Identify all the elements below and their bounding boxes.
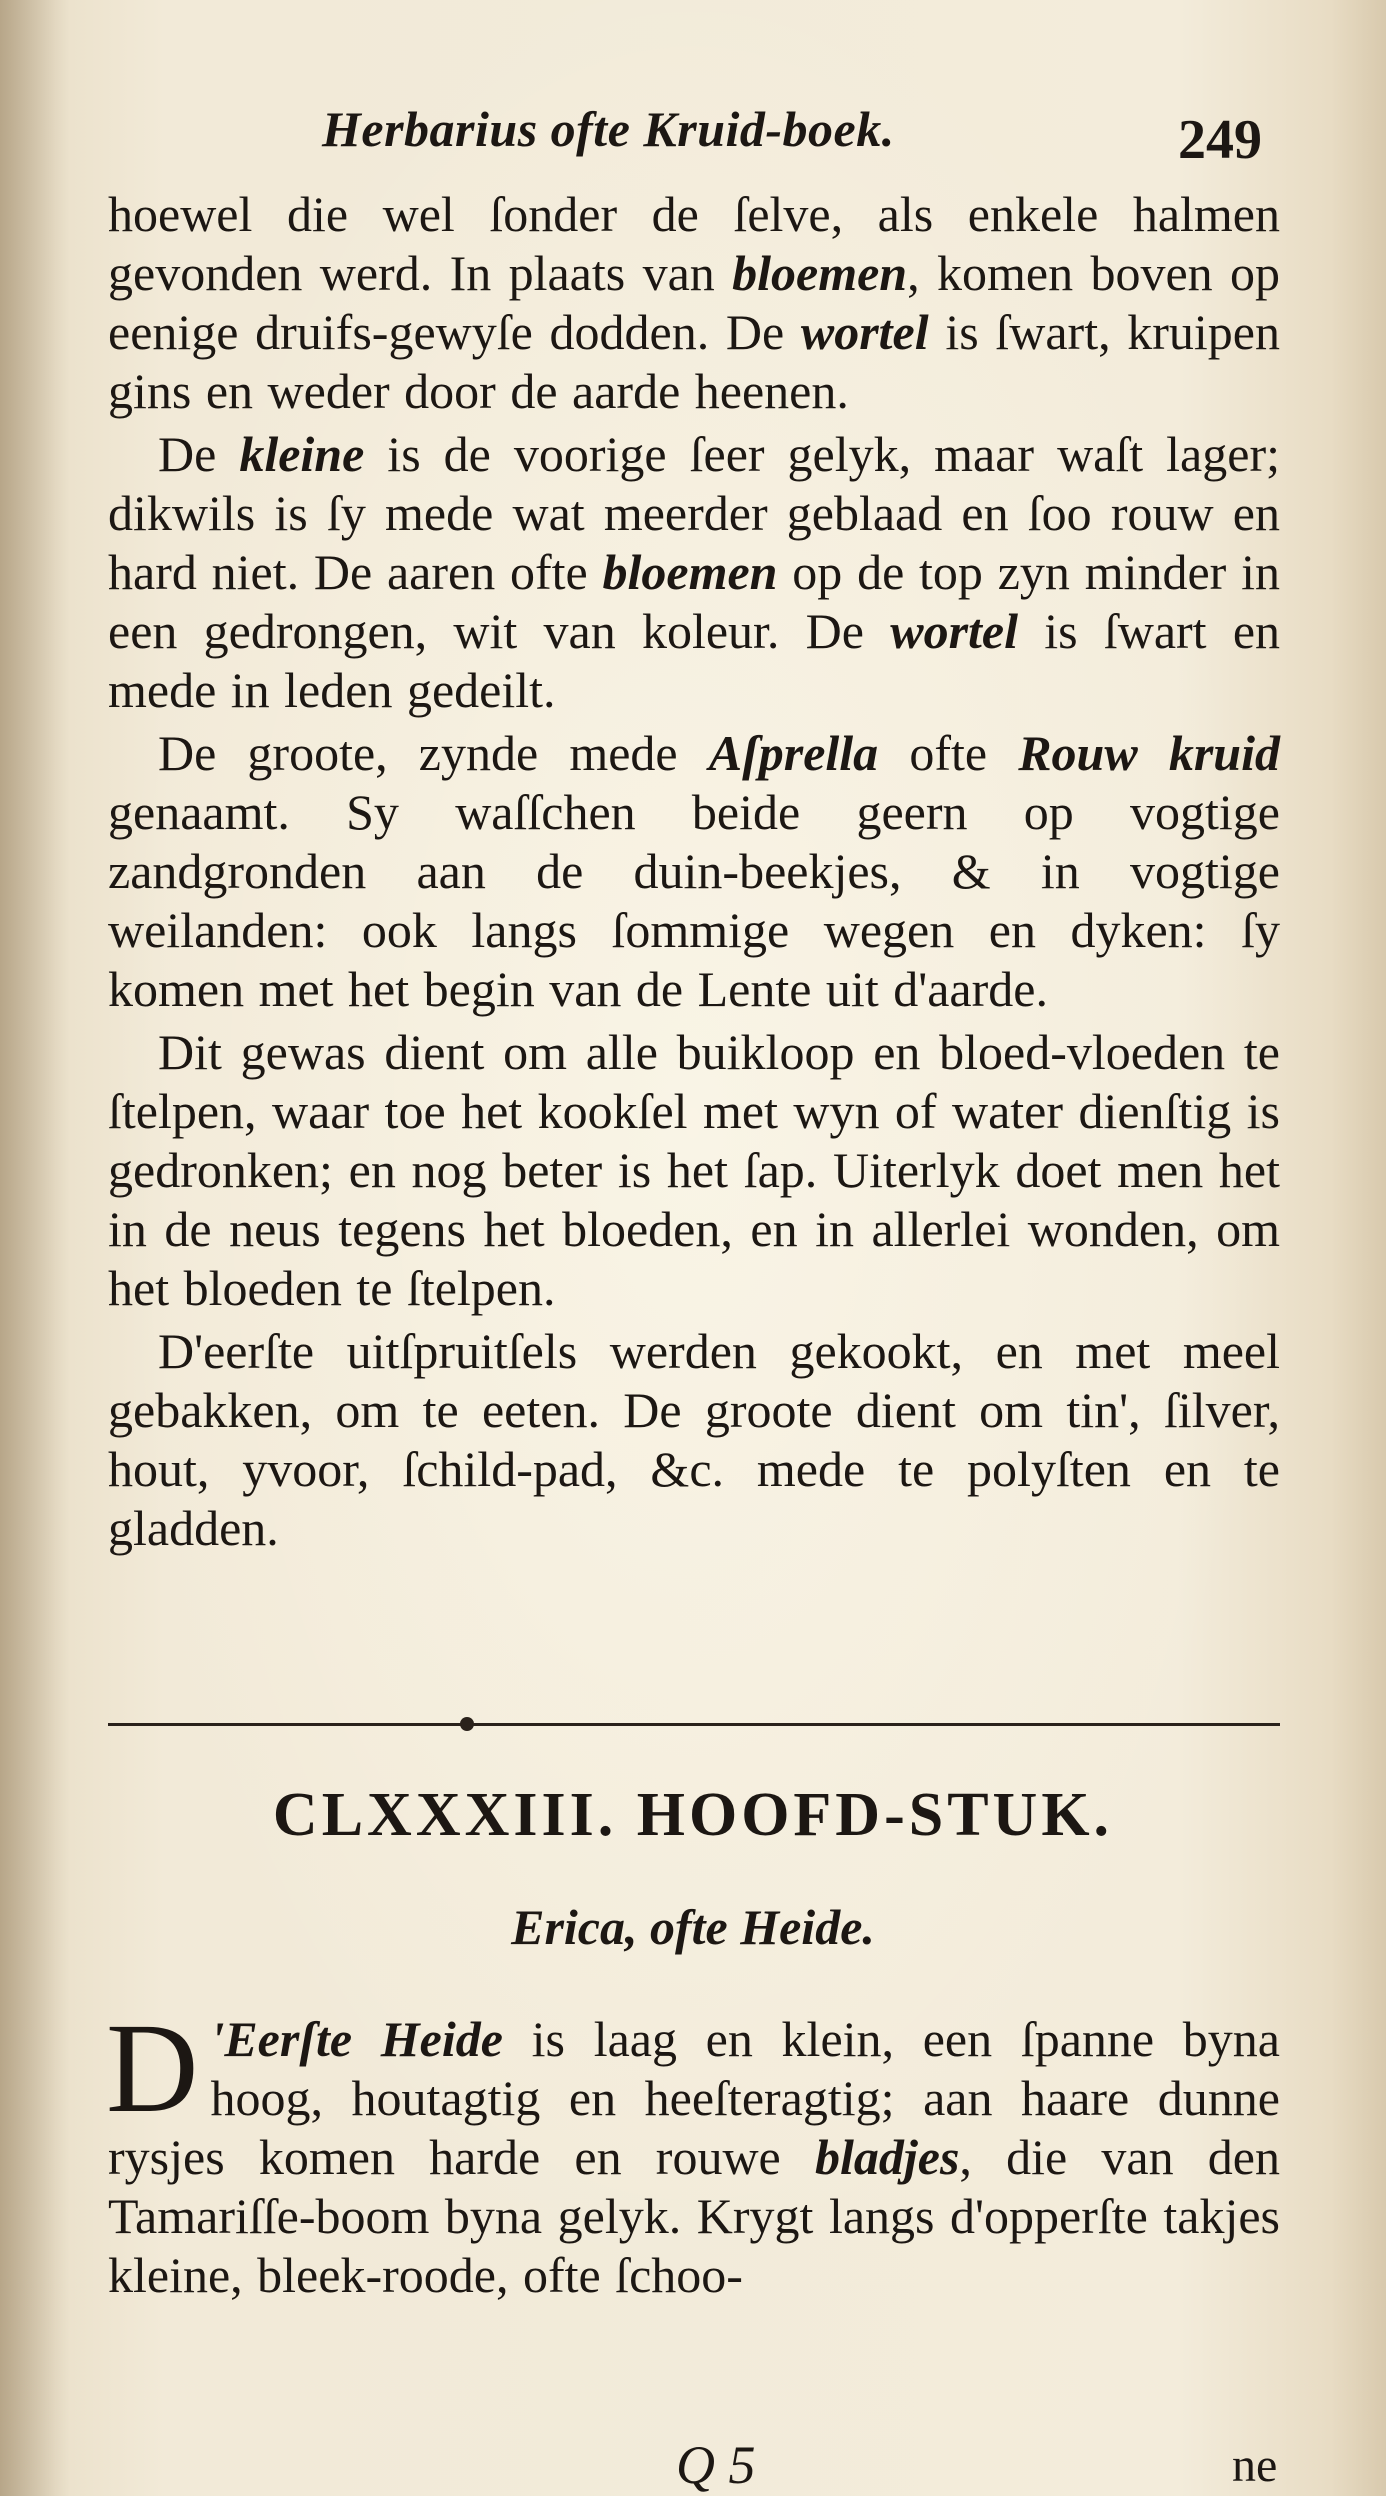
paragraph-4: Dit gewas dient om alle buikloop en bloed-vloeden te ſtelpen, waar toe het kookſel met wyn of water dienſtig is gedronken; en nog beter is het ſap. Uiterlyk doet men het in de neus tegens het bloeden, en in allerlei wonden, om het bloeden te ſtelpen.	[108, 1024, 1280, 1316]
keyword: wortel	[800, 304, 929, 360]
keyword: Aſprella	[708, 725, 879, 781]
running-head: Herbarius ofte Kruid-boek.	[322, 101, 895, 157]
keyword: kleine	[239, 426, 365, 482]
chapter-body	[106, 1997, 1281, 2305]
catchword: ne	[1232, 2439, 1278, 2492]
divider-ornament	[460, 1717, 474, 1731]
drop-cap: D	[106, 1997, 199, 2139]
signature-mark: Q 5	[676, 2435, 756, 2495]
keyword: Rouw kruid	[1018, 725, 1281, 781]
keyword: bloemen	[732, 245, 908, 301]
section-divider	[108, 1712, 1280, 1736]
page-footer	[0, 2434, 1386, 2494]
divider-line	[108, 1723, 1280, 1726]
keyword: 'Eerſte Heide	[210, 2011, 503, 2067]
page-number: 249	[1178, 109, 1262, 171]
body-text	[108, 185, 1280, 1558]
paragraph-1: hoewel die wel ſonder de ſelve, als enkele halmen gevonden werd. In plaats van bloemen, komen boven op eenige druifs-gewyſe dodden. De wortel is ſwart, kruipen gins en weder door de aarde heenen.	[108, 186, 1280, 419]
chapter-title: CLXXXIII. HOOFD-STUK.	[272, 1781, 1114, 1849]
page-header	[0, 92, 1386, 172]
chapter-subtitle: Erica, ofte Heide.	[511, 1899, 875, 1955]
paragraph-2: De kleine is de voorige ſeer gelyk, maar waſt lager; dikwils is ſy mede wat meerder geblaad en ſoo rouw en hard niet. De aaren ofte bloemen op de top zyn minder in een gedrongen, wit van koleur. De wortel is ſwart en mede in leden gedeilt.	[108, 426, 1281, 718]
chapter-paragraph-1: D 'Eerſte Heide is laag en klein, een ſpanne byna hoog, houtagtig en heeſteragtig; aan haare dunne rysjes komen harde en rouwe bladjes, die van den Tamariſſe-boom byna gelyk. Krygt langs d'opperſte takjes kleine, bleek-roode, ofte ſchoo-	[106, 1997, 1281, 2303]
spine-shadow	[0, 0, 70, 2496]
paragraph-5: D'eerſte uitſpruitſels werden gekookt, en met meel gebakken, om te eeten. De groote dient om tin', ſilver, hout, yvoor, ſchild-pad, &c. mede te polyſten en te gladden.	[108, 1323, 1280, 1556]
keyword: bloemen	[602, 544, 778, 600]
keyword: bladjes	[814, 2129, 960, 2185]
paragraph-3: De groote, zynde mede Aſprella ofte Rouw kruid genaamt. Sy waſſchen beide geern op vogtige zandgronden aan de duin-beekjes, & in vogtige weilanden: ook langs ſommige wegen en dyken: ſy komen met het begin van de Lente uit d'aarde.	[108, 725, 1281, 1017]
keyword: wortel	[890, 603, 1019, 659]
